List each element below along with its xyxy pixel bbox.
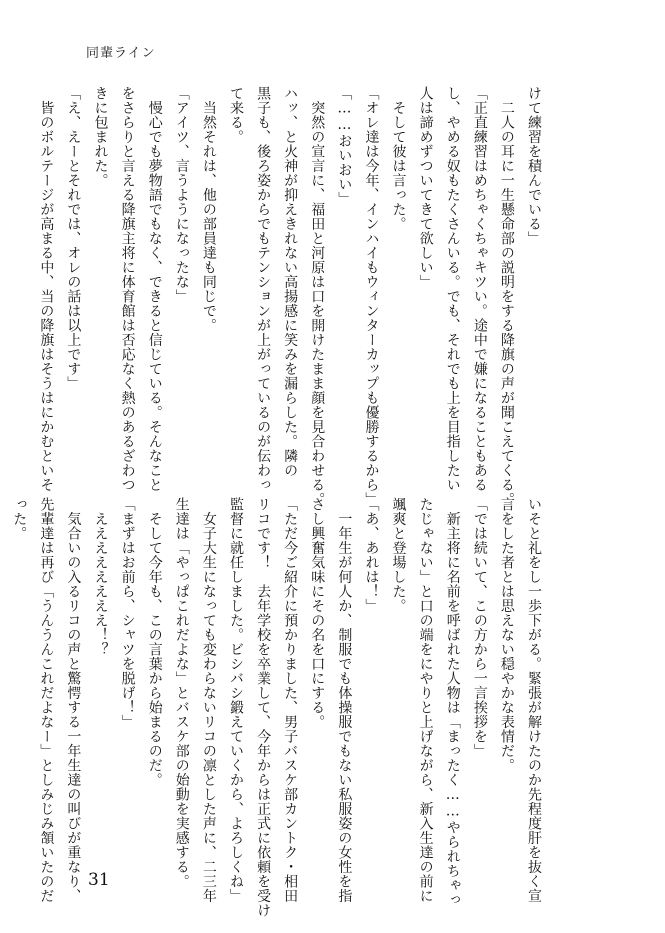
text-column: 「え、えーとそれでは、オレの話は以上です」 [65, 86, 82, 391]
text-column: し、やめる奴もたくさんいる。でも、それでも上を目指したい [444, 86, 461, 492]
text-column: そして今年も、この言葉から始まるのだ。 [146, 497, 163, 787]
text-column: 女子大生になっても変わらないリコの凛とした声に、二三年 [200, 497, 217, 903]
text-column: 突然の宣言に、福田と河原は口を開けたまま顔を見合わせる。 [309, 86, 326, 507]
page-number: 31 [88, 870, 110, 890]
text-column: そして彼は言った。 [390, 86, 407, 231]
text-column: った。 [11, 497, 28, 541]
text-column: けて練習を積んでいる」 [526, 86, 542, 246]
text-column: 人は諦めずついてきて欲しい」 [417, 86, 434, 289]
text-column: 「ただ今ご紹介に預かりました、男子バスケ部カントク・相田 [282, 497, 299, 903]
text-column: 皆のボルテージが高まる中、当の降旗はそうはにかむといそ [38, 86, 55, 492]
text-column: 一年生が何人か、制服でも体操服でもない私服姿の女性を指 [336, 497, 353, 903]
text-column: 二人の耳に一生懸命部の説明をする降旗の声が聞こえてくる。 [498, 86, 515, 507]
text-column: 言をした者とは思えない穏やかな表情だ。 [498, 497, 515, 773]
text-column: をさらりと言える降旗主将に体育館は否応なく熱のあるざわつ [119, 86, 136, 492]
text-column: 「……おいおい」 [336, 86, 353, 206]
text-column: 生達は「やっぱこれだよな」とバスケ部の始動を実感する。 [173, 497, 190, 889]
text-column: 慢心でも夢物語でもなく、できると信じている。そんなこと [146, 86, 163, 492]
text-column: 監督に就任しました。ビシバシ鍛えていくから、よろしくね」 [227, 497, 244, 903]
running-title: 同輩ライン [86, 46, 156, 61]
text-column: て来る。 [227, 86, 244, 144]
text-column: ハッ、と火神が抑えきれない高揚感に笑みを漏らした。隣の [282, 86, 299, 478]
text-column: ええええええええ！？ [92, 497, 109, 657]
top-text-block [38, 86, 547, 507]
text-column: 新主将に名前を呼ばれた人物は「まったく……やられちゃっ [444, 497, 461, 907]
text-column: さし興奮気味にその名を口にする。 [309, 497, 326, 729]
text-column: 「では続いて、この方から一言挨拶を」 [471, 497, 488, 758]
text-column: 「オレ達は今年、インハイもウィンターカップも優勝するから」 [363, 86, 380, 507]
text-column: リコです！ 去年学校を卒業して、今年からは正式に依頼を受け [255, 497, 272, 918]
text-column: 先輩達は再び「うんうんこれだよなー」としみじみ頷いたのだ [38, 497, 55, 903]
text-column: 黒子も、後ろ姿からでもテンションが上がっているのが伝わっ [255, 86, 272, 492]
text-column: 「正直練習はめちゃくちゃキツい。途中で嫌になることもある [471, 86, 488, 492]
text-column: たじゃない」と口の端をにやりと上げながら、新入生達の前に [417, 497, 434, 903]
text-column: 「まずはお前ら、シャツを脱げ！」 [119, 497, 136, 729]
text-column: きに包まれた。 [92, 86, 109, 188]
text-column [0, 497, 5, 847]
text-column: 気合いの入るリコの声と驚愕する一年生達の叫びが重なり、 [65, 497, 82, 903]
text-column: 颯爽と登場した。 [390, 497, 407, 613]
text-column: 「アイツ、言うようになったな」 [173, 86, 190, 304]
text-column: いそと礼をし一歩下がる。緊張が解けたのか先程度肝を抜く宣 [526, 497, 542, 903]
text-column: 当然それは、他の部員達も同じで。 [200, 86, 217, 333]
text-column: 「あ、あれは！」 [363, 497, 380, 613]
